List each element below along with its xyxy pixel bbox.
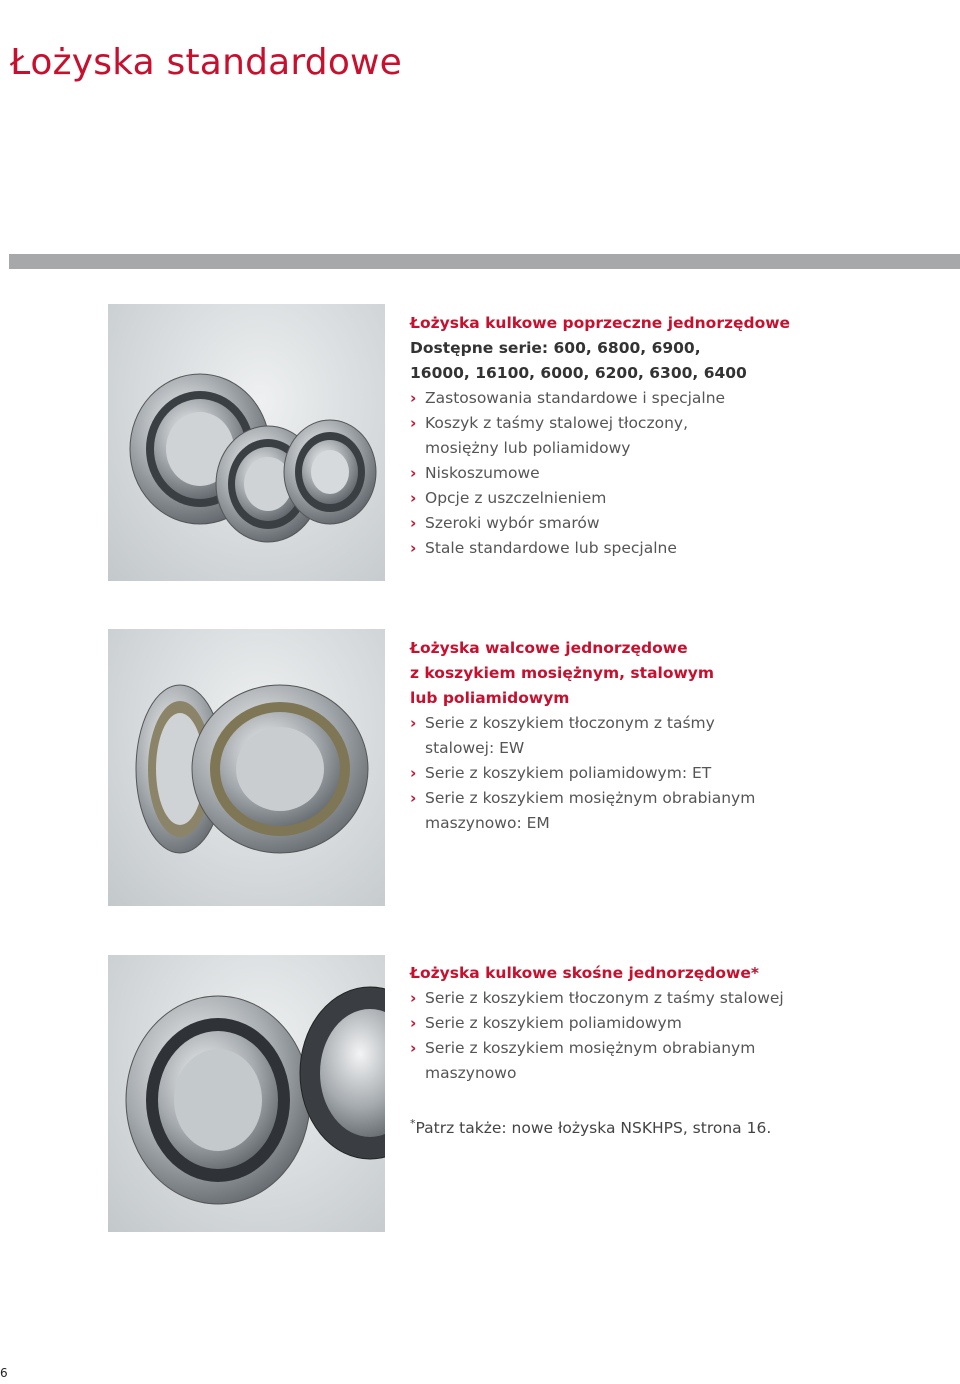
section-angular-contact-bearings	[410, 961, 955, 1141]
chevron-right-icon: ›	[410, 714, 417, 732]
available-series-line-1: Dostępne serie: 600, 6800, 6900,	[410, 339, 701, 357]
list-item: › Stale standardowe lub specjalne	[410, 536, 955, 561]
list-item: › Szeroki wybór smarów	[410, 511, 955, 536]
footnote-marker: *	[410, 1117, 416, 1130]
header-rule	[9, 254, 960, 269]
feature-list	[410, 711, 955, 836]
chevron-right-icon: ›	[410, 489, 417, 507]
chevron-right-icon: ›	[410, 989, 417, 1007]
section-title: Łożyska kulkowe skośne jednorzędowe*	[410, 964, 759, 982]
list-item: › Opcje z uszczelnieniem	[410, 486, 955, 511]
chevron-right-icon: ›	[410, 539, 417, 557]
feature-list	[410, 986, 955, 1086]
chevron-right-icon: ›	[410, 389, 417, 407]
feature-list	[410, 386, 955, 561]
page-title: Łożyska standardowe	[10, 42, 403, 83]
angular-contact-bearings-photo	[108, 955, 385, 1232]
roller-bearings-photo	[108, 629, 385, 906]
section-ball-bearings	[410, 311, 955, 561]
section-roller-bearings	[410, 636, 955, 836]
ball-bearings-photo	[108, 304, 385, 581]
chevron-right-icon: ›	[410, 1039, 417, 1057]
list-item: › Niskoszumowe	[410, 461, 955, 486]
footnote-marker: *	[750, 964, 759, 982]
chevron-right-icon: ›	[410, 1014, 417, 1032]
chevron-right-icon: ›	[410, 789, 417, 807]
footnote	[410, 1111, 955, 1141]
available-series-line-2: 16000, 16100, 6000, 6200, 6300, 6400	[410, 364, 747, 382]
chevron-right-icon: ›	[410, 764, 417, 782]
list-item: › Zastosowania standardowe i specjalne	[410, 386, 955, 411]
chevron-right-icon: ›	[410, 464, 417, 482]
list-item: › Serie z koszykiem mosiężnym obrabianym maszynowo: EM	[410, 786, 955, 836]
list-item: › Serie z koszykiem poliamidowym: ET	[410, 761, 955, 786]
list-item: › Serie z koszykiem tłoczonym z taśmy stalowej: EW	[410, 711, 955, 761]
footnote-text: Patrz także: nowe łożyska NSKHPS, strona 16.	[415, 1119, 772, 1138]
page-number: 6	[0, 1366, 8, 1380]
list-item: › Serie z koszykiem tłoczonym z taśmy stalowej	[410, 986, 955, 1011]
section-title: Łożyska kulkowe poprzeczne jednorzędowe	[410, 314, 791, 332]
chevron-right-icon: ›	[410, 514, 417, 532]
chevron-right-icon: ›	[410, 414, 417, 432]
list-item: › Serie z koszykiem mosiężnym obrabianym maszynowo	[410, 1036, 955, 1086]
list-item: › Serie z koszykiem poliamidowym	[410, 1011, 955, 1036]
section-title: Łożyska walcowe jednorzędowe z koszykiem mosiężnym, stalowym lub poliamidowym	[410, 639, 715, 707]
list-item: › Koszyk z taśmy stalowej tłoczony, mosiężny lub poliamidowy	[410, 411, 955, 461]
